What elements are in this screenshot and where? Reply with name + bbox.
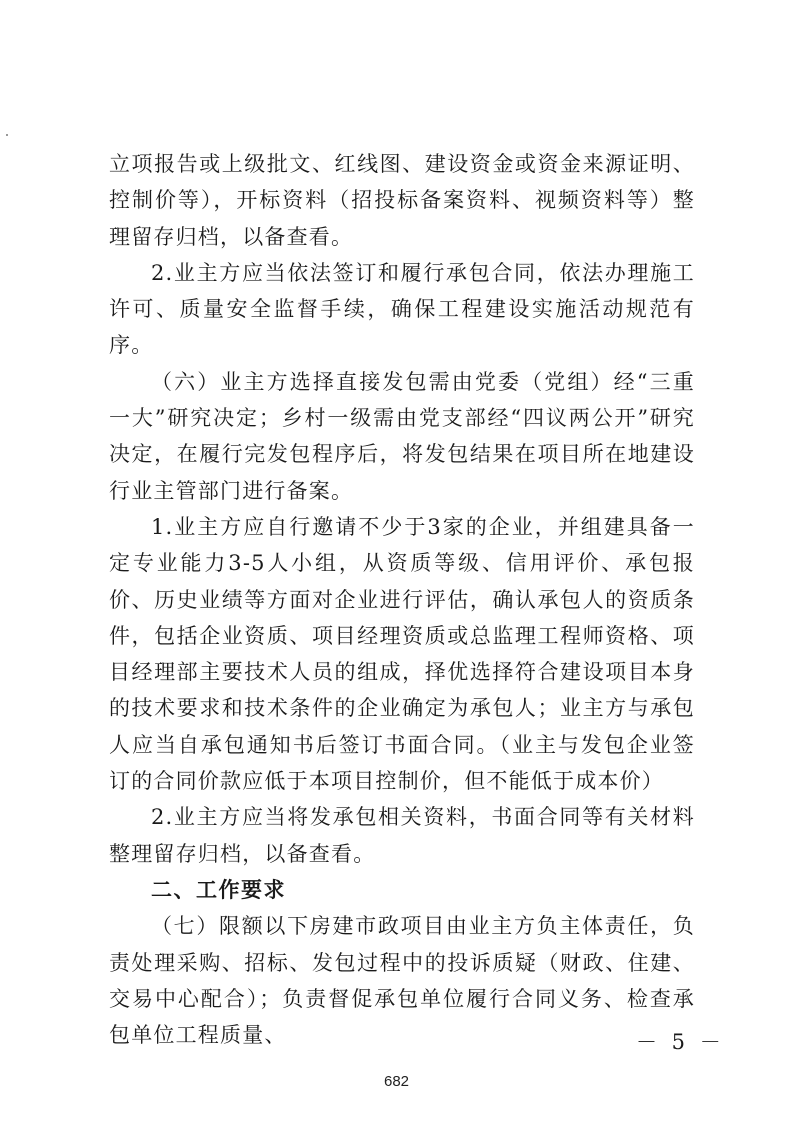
paragraph-archive-materials: 2.业主方应当将发承包相关资料，书面合同等有关材料整理留存归档，以备查看。 <box>109 805 695 866</box>
stamp-number: 682 <box>383 1073 410 1090</box>
paragraph-item-seven: （七）限额以下房建市政项目由业主方负主体责任，负责处理采购、招标、发包过程中的投诉质疑（财政、住建、交易中心配合）；负责督促承包单位履行合同义务、检查承包单位工程质量、 <box>109 914 695 1048</box>
document-body <box>109 146 695 1053</box>
section-heading: 二、工作要求 <box>151 877 286 902</box>
paragraph-item-six: （六）业主方选择直接发包需由党委（党组）经“三重一大”研究决定；乡村一级需由党支部经“四议两公开”研究决定，在履行完发包程序后，将发包结果在项目所在地建设行业主管部门进行备案。 <box>109 369 695 503</box>
scan-artifact <box>6 134 8 136</box>
paragraph-invite-companies: 1.业主方应自行邀请不少于3家的企业，并组建具备一定专业能力3-5人小组，从资质等级、信用评价、承包报价、历史业绩等方面对企业进行评估，确认承包人的资质条件，包括企业资质、项目经理资质或总监理工程师资格、项目经理部主要技术人员的组成，择优选择符合建设项目本身的技术要求和技术条件的企业确定为承包人；业主方与承包人应当自承包通知书后签订书面合同。（业主与发包企业签订的合同价款应低于本项目控制价，但不能低于成本价） <box>109 514 695 794</box>
paragraph-continuation: 立项报告或上级批文、红线图、建设资金或资金来源证明、控制价等），开标资料（招投标备案资料、视频资料等）整理留存归档，以备查看。 <box>109 152 695 249</box>
page-number: － 5 － <box>636 1030 725 1054</box>
paragraph-contract-signing: 2.业主方应当依法签订和履行承包合同，依法办理施工许可、质量安全监督手续，确保工程建设实施活动规范有序。 <box>109 260 695 358</box>
